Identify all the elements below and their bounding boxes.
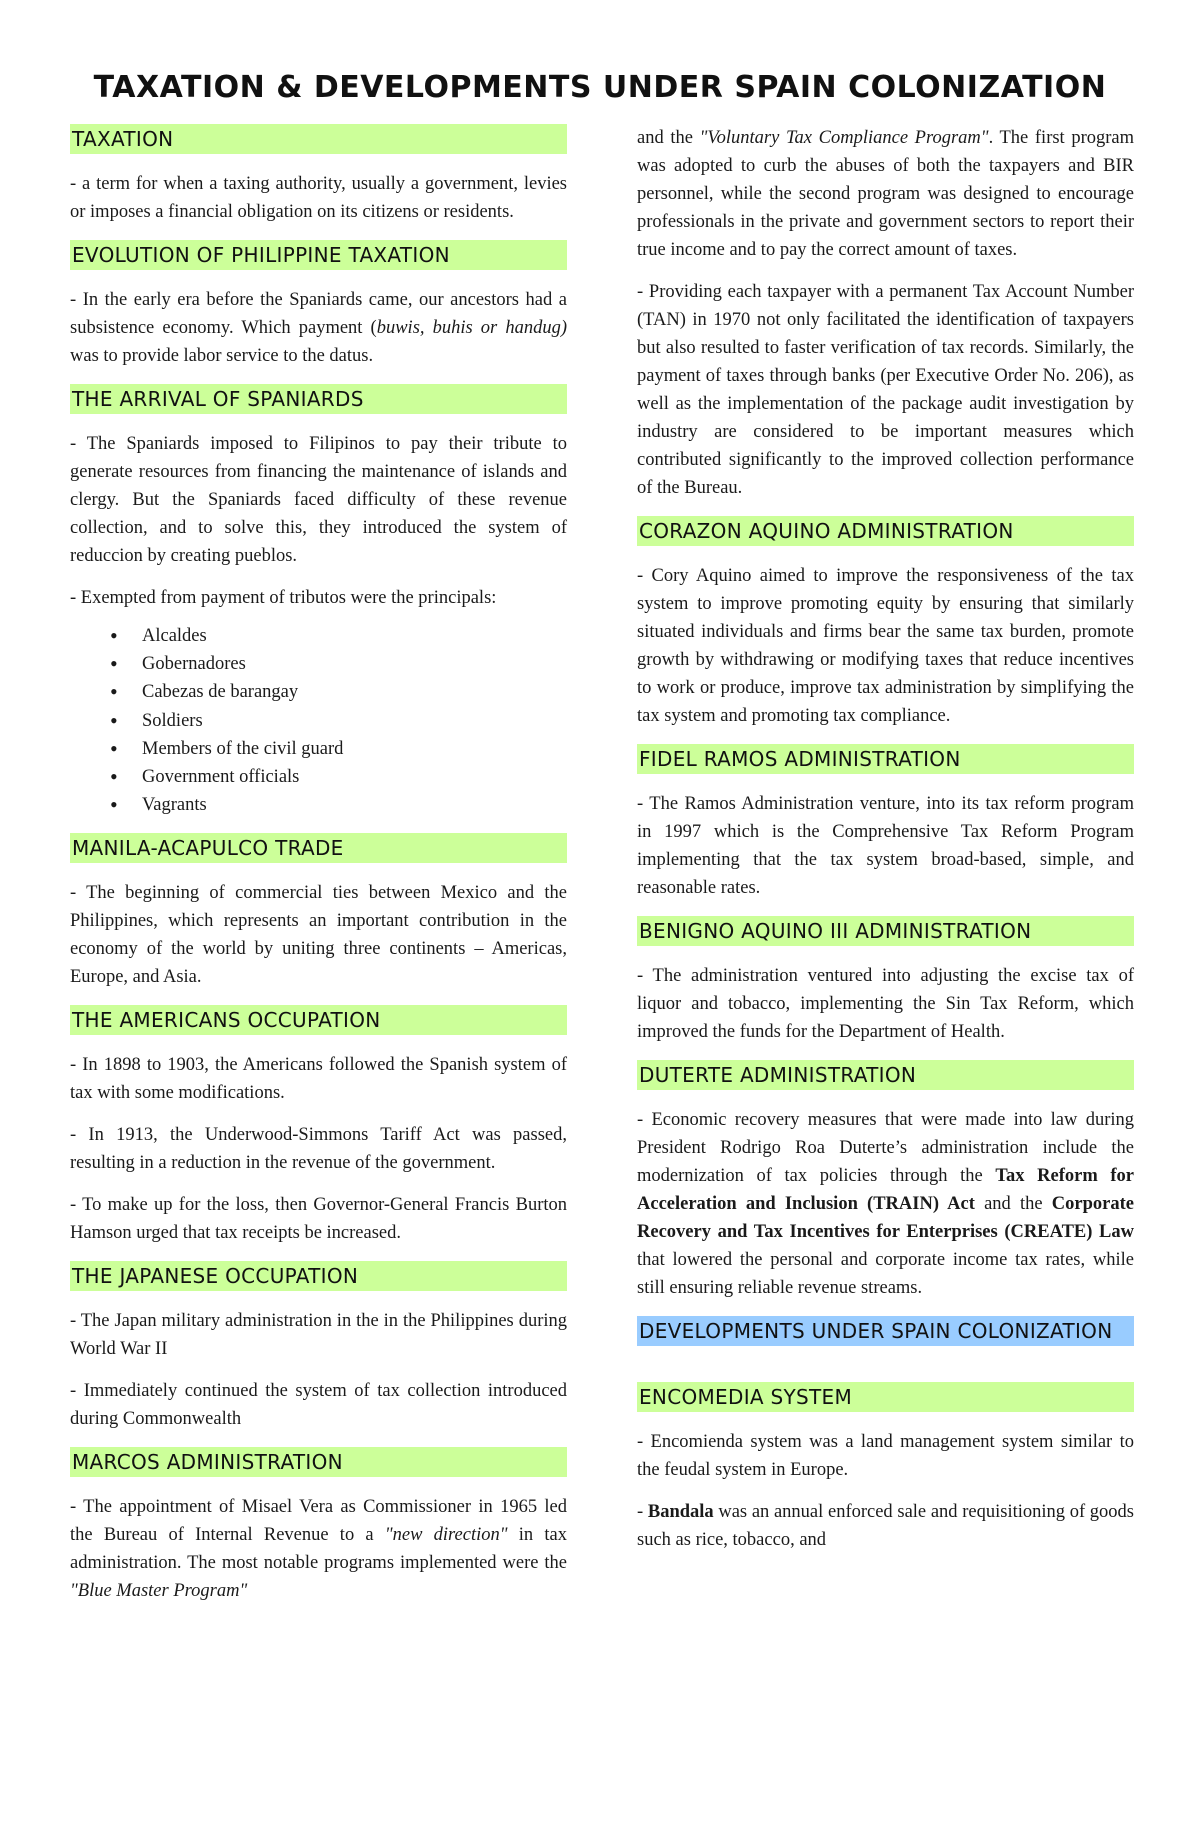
heading-developments: DEVELOPMENTS UNDER SPAIN COLONIZATION bbox=[637, 1316, 1134, 1346]
marcos-paragraph: - The appointment of Misael Vera as Commissioner in 1965 led the Bureau of Internal Revenue to a "new direction" in tax administration. The most notable programs implemented were the "Blue Master Program" bbox=[70, 1497, 567, 1602]
heading-evolution: EVOLUTION OF PHILIPPINE TAXATION bbox=[70, 240, 567, 270]
heading-benigno-aquino: BENIGNO AQUINO III ADMINISTRATION bbox=[637, 916, 1134, 946]
spaniards-paragraph-1: - The Spaniards imposed to Filipinos to pay their tribute to generate resources from financing the maintenance of islands and clergy. But the Spaniards faced difficulty of these revenue collection, and to solve this, they introduced the system of reduccion by creating pueblos. bbox=[70, 434, 567, 566]
list-item: • Members of the civil guard bbox=[110, 735, 567, 763]
manila-paragraph: - The beginning of commercial ties between Mexico and the Philippines, which represents an important contribution in the economy of the world by uniting three continents – Americas, Europe, and Asia. bbox=[70, 883, 567, 988]
heading-duterte: DUTERTE ADMINISTRATION bbox=[637, 1060, 1134, 1090]
heading-corazon-aquino: CORAZON AQUINO ADMINISTRATION bbox=[637, 516, 1134, 546]
ramos-paragraph: - The Ramos Administration venture, into its tax reform program in 1997 which is the Comprehensive Tax Reform Program implementing that the tax system broad-based, simple, and reasonable rates. bbox=[637, 794, 1134, 898]
heading-japanese: THE JAPANESE OCCUPATION bbox=[70, 1261, 567, 1291]
encomienda-paragraph: - Encomienda system was a land management system similar to the feudal system in Europe. bbox=[637, 1432, 1134, 1480]
americans-paragraph-1: - In 1898 to 1903, the Americans followed the Spanish system of tax with some modifications. bbox=[70, 1055, 567, 1104]
list-item: • Cabezas de barangay bbox=[110, 678, 567, 706]
heading-fidel-ramos: FIDEL RAMOS ADMINISTRATION bbox=[637, 744, 1134, 774]
tan-paragraph: - Providing each taxpayer with a permanent Tax Account Number (TAN) in 1970 not only facilitated the identification of taxpayers but also resulted to faster verification of tax records. Similarly, the payment of taxes through banks (per Executive Order No. 206), as well as the implementation of the package audit investigation by industry are considered to be important measures which contributed significantly to the improved collection performance of the Bureau. bbox=[637, 282, 1134, 498]
japanese-paragraph-2: - Immediately continued the system of tax collection introduced during Commonwealth bbox=[70, 1381, 567, 1430]
list-item: • Government officials bbox=[110, 763, 567, 791]
evolution-paragraph: - In the early era before the Spaniards came, our ancestors had a subsistence economy. Which payment (buwis, buhis or handug) was to provide labor service to the datus. bbox=[70, 290, 567, 366]
heading-taxation: TAXATION bbox=[70, 124, 567, 154]
page-title: TAXATION & DEVELOPMENTS UNDER SPAIN COLONIZATION bbox=[93, 70, 1107, 105]
heading-encomienda: ENCOMEDIA SYSTEM bbox=[637, 1382, 1134, 1412]
taxation-definition: - a term for when a taxing authority, usually a government, levies or imposes a financial obligation on its citizens or residents. bbox=[70, 174, 567, 222]
japanese-paragraph-1: - The Japan military administration in the in the Philippines during World War II bbox=[70, 1311, 567, 1360]
heading-marcos: MARCOS ADMINISTRATION bbox=[70, 1447, 567, 1477]
bandala-paragraph: - Bandala was an annual enforced sale and requisitioning of goods such as rice, tobacco, and bbox=[637, 1502, 1134, 1550]
exempted-list bbox=[110, 622, 567, 819]
americans-paragraph-3: - To make up for the loss, then Governor-General Francis Burton Hamson urged that tax receipts be increased. bbox=[70, 1195, 567, 1244]
benigno-paragraph: - The administration ventured into adjusting the excise tax of liquor and tobacco, implementing the Sin Tax Reform, which improved the funds for the Department of Health. bbox=[637, 966, 1134, 1042]
list-item: • Gobernadores bbox=[110, 650, 567, 678]
right-column bbox=[637, 124, 1134, 1568]
list-item: • Soldiers bbox=[110, 707, 567, 735]
list-item: • Vagrants bbox=[110, 791, 567, 819]
heading-manila-acapulco: MANILA-ACAPULCO TRADE bbox=[70, 833, 567, 863]
spaniards-paragraph-2: - Exempted from payment of tributos were the principals: bbox=[70, 588, 497, 608]
list-item: • Alcaldes bbox=[110, 622, 567, 650]
left-column bbox=[70, 124, 567, 1619]
marcos-continued-paragraph: and the "Voluntary Tax Compliance Program". The first program was adopted to curb the abuses of both the taxpayers and BIR personnel, while the second program was designed to encourage professionals in the private and government sectors to report their true income and to pay the correct amount of taxes. bbox=[637, 128, 1134, 260]
heading-arrival-spaniards: THE ARRIVAL OF SPANIARDS bbox=[70, 384, 567, 414]
heading-americans: THE AMERICANS OCCUPATION bbox=[70, 1005, 567, 1035]
corazon-paragraph: - Cory Aquino aimed to improve the responsiveness of the tax system to improve promoting equity by ensuring that similarly situated individuals and firms bear the same tax burden, promote growth by withdrawing or modifying taxes that reduce incentives to work or produce, improve tax administration by simplifying the tax system and promoting tax compliance. bbox=[637, 566, 1134, 726]
duterte-paragraph: - Economic recovery measures that were made into law during President Rodrigo Roa Duterte’s administration include the modernization of tax policies through the Tax Reform for Acceleration and Inclusion (TRAIN) Act and the Corporate Recovery and Tax Incentives for Enterprises (CREATE) Law that lowered the personal and corporate income tax rates, while still ensuring reliable revenue streams. bbox=[637, 1110, 1134, 1298]
americans-paragraph-2: - In 1913, the Underwood-Simmons Tariff Act was passed, resulting in a reduction in the revenue of the government. bbox=[70, 1125, 567, 1174]
